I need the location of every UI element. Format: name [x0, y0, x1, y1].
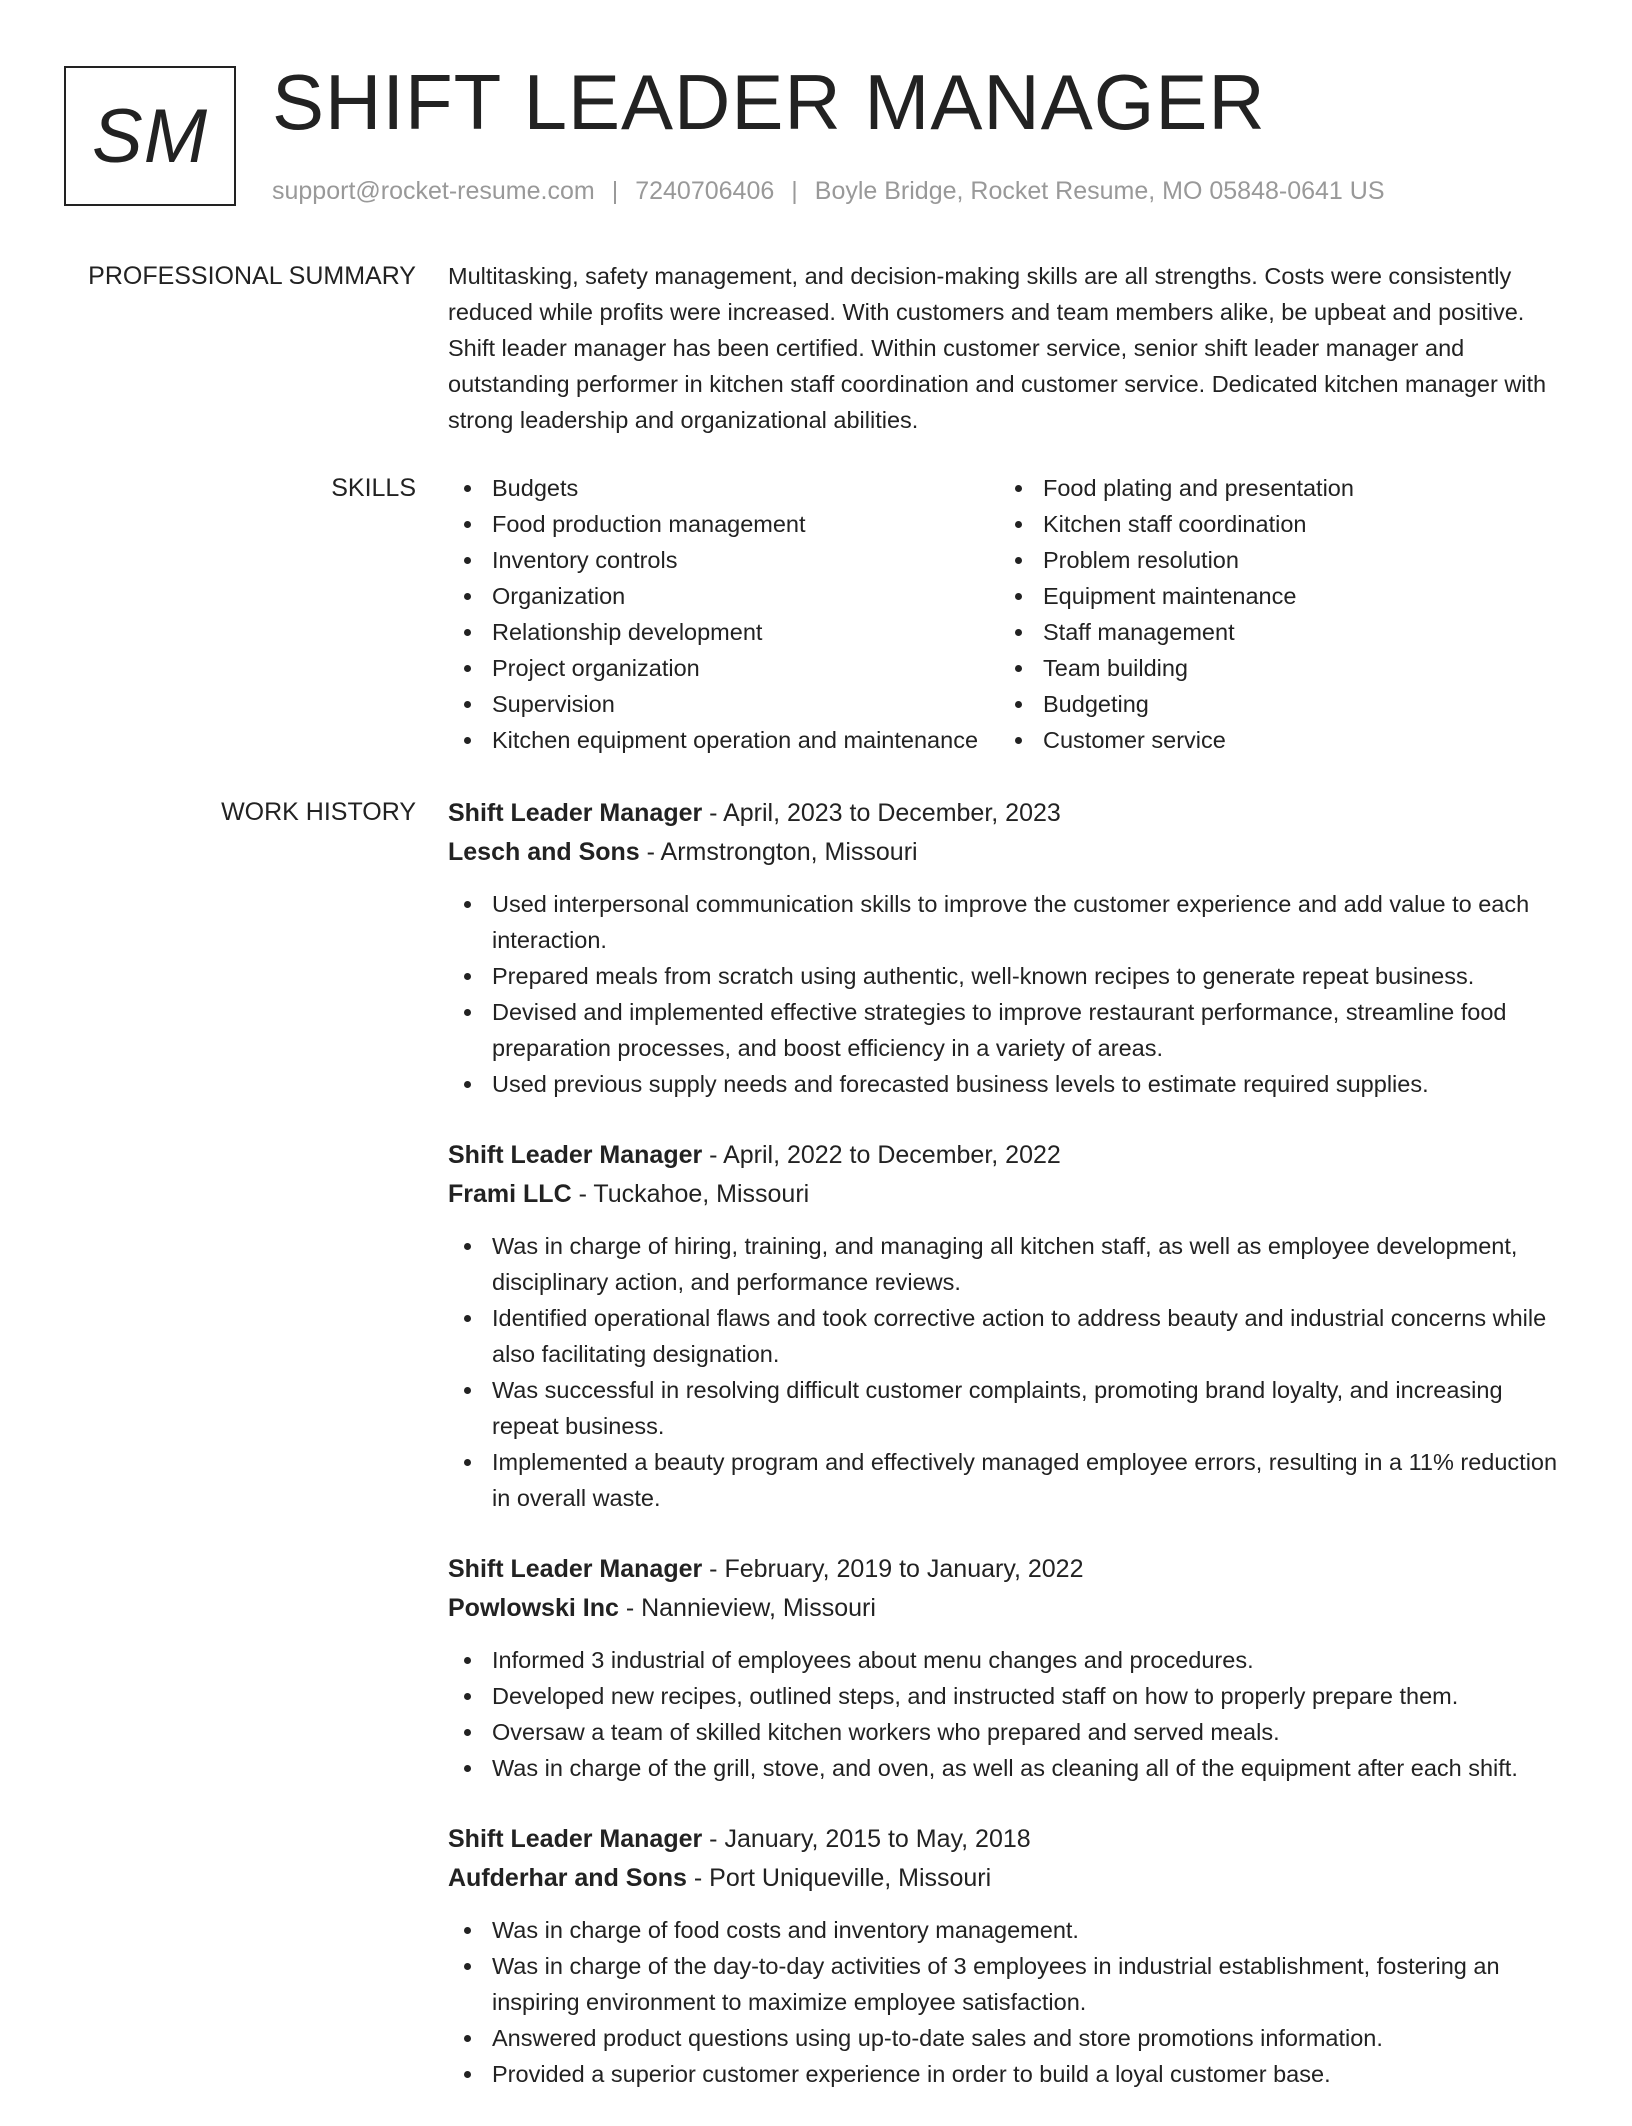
job-company-line	[448, 1175, 1572, 1214]
skill-item: Kitchen equipment operation and maintenance	[448, 722, 999, 758]
summary-text: Multitasking, safety management, and decision-making skills are all strengths. Costs were consistently reduced while profits were increased. With customers and team members alike, be upbeat and positive. Shift leader manager has been certified. Within customer service, senior shift leader manager and outstanding performer in kitchen staff coordination and customer service. Dedicated kitchen manager with strong leadership and organizational abilities.	[448, 263, 1547, 433]
job-title: Shift Leader Manager	[448, 799, 703, 827]
contact-phone: 7240706406	[635, 177, 775, 205]
job-entry	[448, 1136, 1572, 1516]
job-bullet: Developed new recipes, outlined steps, and instructed staff on how to properly prepare them.	[448, 1678, 1572, 1714]
skill-item: Budgets	[448, 470, 999, 506]
contact-address: Boyle Bridge, Rocket Resume, MO 05848-0641 US	[814, 177, 1385, 205]
job-bullet: Was successful in resolving difficult customer complaints, promoting brand loyalty, and increasing repeat business.	[448, 1372, 1572, 1444]
job-bullet: Oversaw a team of skilled kitchen workers who prepared and served meals.	[448, 1714, 1572, 1750]
job-bullet: Was in charge of the grill, stove, and oven, as well as cleaning all of the equipment after each shift.	[448, 1750, 1572, 1786]
summary-body	[448, 258, 1572, 438]
job-bullet: Used interpersonal communication skills to improve the customer experience and add value to each interaction.	[448, 886, 1572, 958]
skill-item: Customer service	[999, 722, 1499, 758]
monogram-logo: SM	[64, 66, 236, 206]
job-location: - Nannieview, Missouri	[618, 1594, 876, 1622]
summary-label: PROFESSIONAL SUMMARY	[88, 262, 416, 290]
job-location: - Port Uniqueville, Missouri	[686, 1864, 992, 1892]
skill-item: Food plating and presentation	[999, 470, 1499, 506]
job-bullet: Was in charge of food costs and inventory management.	[448, 1912, 1572, 1948]
contact-separator: |	[791, 177, 798, 205]
job-bullet: Provided a superior customer experience in order to build a loyal customer base.	[448, 2056, 1572, 2092]
job-dates: - April, 2023 to December, 2023	[702, 799, 1061, 827]
skill-item: Staff management	[999, 614, 1499, 650]
skill-item: Budgeting	[999, 686, 1499, 722]
job-location: - Armstrongton, Missouri	[639, 838, 918, 866]
skills-list-right	[999, 470, 1499, 758]
work-history-body	[448, 794, 1572, 2126]
skills-body	[448, 470, 1572, 758]
job-bullet: Implemented a beauty program and effectively managed employee errors, resulting in a 11% reduction in overall waste.	[448, 1444, 1572, 1516]
skill-item: Inventory controls	[448, 542, 999, 578]
job-title: Shift Leader Manager	[448, 1555, 703, 1583]
job-bullet: Devised and implemented effective strategies to improve restaurant performance, streamline food preparation processes, and boost efficiency in a variety of areas.	[448, 994, 1572, 1066]
job-entry	[448, 1550, 1572, 1786]
skill-item: Project organization	[448, 650, 999, 686]
job-dates: - February, 2019 to January, 2022	[702, 1555, 1084, 1583]
job-bullet-list	[448, 1642, 1572, 1786]
contact-email: support@rocket-resume.com	[272, 177, 595, 205]
job-bullet: Identified operational flaws and took corrective action to address beauty and industrial concerns while also facilitating designation.	[448, 1300, 1572, 1372]
job-title-line	[448, 1820, 1572, 1859]
job-company: Lesch and Sons	[448, 838, 640, 866]
contact-separator: |	[611, 177, 619, 205]
skill-item: Equipment maintenance	[999, 578, 1499, 614]
skill-item: Kitchen staff coordination	[999, 506, 1499, 542]
job-dates: - April, 2022 to December, 2022	[702, 1141, 1061, 1169]
job-title-line	[448, 1550, 1572, 1589]
job-company: Aufderhar and Sons	[448, 1864, 687, 1892]
skills-label: SKILLS	[331, 474, 416, 502]
skill-item: Team building	[999, 650, 1499, 686]
job-company-line	[448, 1589, 1572, 1628]
job-entry	[448, 1820, 1572, 2092]
job-title: Shift Leader Manager	[448, 1141, 703, 1169]
skill-item: Supervision	[448, 686, 999, 722]
skill-item: Problem resolution	[999, 542, 1499, 578]
job-title-line	[448, 1136, 1572, 1175]
job-bullet-list	[448, 1912, 1572, 2092]
work-history-label: WORK HISTORY	[221, 798, 416, 826]
job-bullet: Was in charge of hiring, training, and managing all kitchen staff, as well as employee development, disciplinary action, and performance reviews.	[448, 1228, 1572, 1300]
job-company: Frami LLC	[448, 1180, 572, 1208]
job-bullet: Prepared meals from scratch using authentic, well-known recipes to generate repeat business.	[448, 958, 1572, 994]
job-dates: - January, 2015 to May, 2018	[702, 1825, 1031, 1853]
job-location: - Tuckahoe, Missouri	[571, 1180, 810, 1208]
job-company-line	[448, 1859, 1572, 1898]
skill-item: Food production management	[448, 506, 999, 542]
job-title-line	[448, 794, 1572, 833]
job-title: Shift Leader Manager	[448, 1825, 703, 1853]
skill-item: Relationship development	[448, 614, 999, 650]
job-bullet: Was in charge of the day-to-day activities of 3 employees in industrial establishment, fostering an inspiring environment to maximize employee satisfaction.	[448, 1948, 1572, 2020]
skill-item: Organization	[448, 578, 999, 614]
job-bullet-list	[448, 1228, 1572, 1516]
job-bullet: Informed 3 industrial of employees about menu changes and procedures.	[448, 1642, 1572, 1678]
resume-name: SHIFT LEADER MANAGER	[272, 58, 1266, 146]
job-company: Powlowski Inc	[448, 1594, 619, 1622]
job-entry	[448, 794, 1572, 1102]
contact-line	[272, 174, 1385, 208]
job-bullet-list	[448, 886, 1572, 1102]
job-bullet: Answered product questions using up-to-date sales and store promotions information.	[448, 2020, 1572, 2056]
job-bullet: Used previous supply needs and forecasted business levels to estimate required supplies.	[448, 1066, 1572, 1102]
job-company-line	[448, 833, 1572, 872]
skills-list-left	[448, 470, 999, 758]
